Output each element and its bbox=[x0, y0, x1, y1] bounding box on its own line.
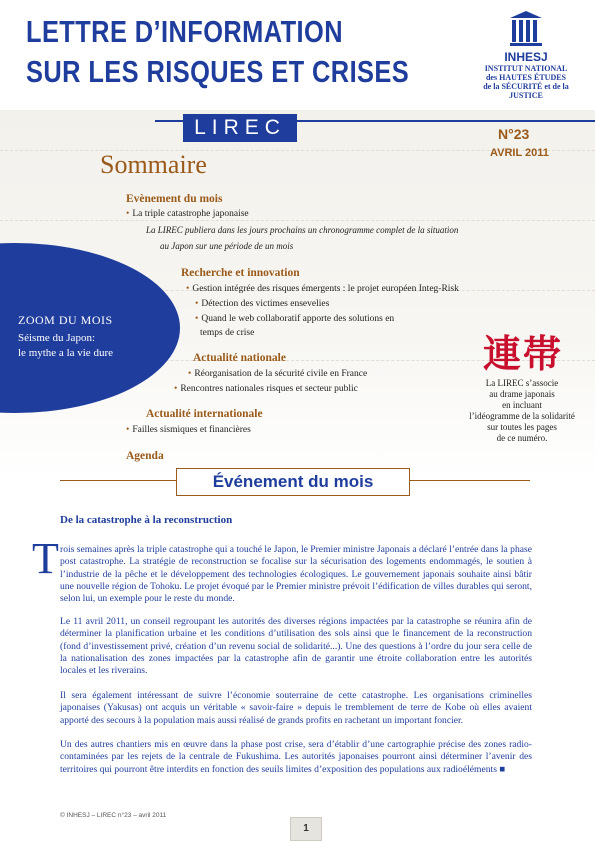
zoom-line-1: Séisme du Japon: bbox=[18, 332, 95, 344]
toc-item[interactable]: • Quand le web collaboratif apporte des solutions en bbox=[195, 314, 395, 324]
solidarity-kanji: 連帯 bbox=[483, 332, 564, 376]
zoom-line-2: le mythe a la vie dure bbox=[18, 347, 113, 359]
toc-item[interactable]: • Détection des victimes ensevelies bbox=[195, 299, 330, 309]
article-paragraph-1: rois semaines après la triple catastrophe qui a touché le Japon, le Premier ministre Japonais a déclaré l’entrée dans la phase post catastrophe. La stratégie de reconstruction se focalise sur la sécurisation des logements endommagés, le soutien à l’industrie de la pêche et le développement des technologies écologiques. Le gouvernement japonais souhaite ainsi bâtir une nouvelle région de Tohoku. Le projet évoqué par le Premier ministre prévoit l’édification de villes durables qui seront, selon lui, un exemple pour le reste du monde. bbox=[60, 544, 532, 605]
inhesj-logo bbox=[466, 10, 586, 100]
zoom-title: ZOOM DU MOIS bbox=[18, 313, 113, 327]
toc-item[interactable]: • Réorganisation de la sécurité civile en France bbox=[188, 369, 368, 379]
page-number: 1 bbox=[290, 817, 322, 841]
footer-copyright: © INHESJ – LIREC n°23 – avril 2011 bbox=[60, 812, 167, 819]
toc-item[interactable]: • Gestion intégrée des risques émergents : le projet européen Integ-Risk bbox=[186, 284, 459, 294]
toc-heading-evenement[interactable]: Evènement du mois bbox=[126, 193, 223, 205]
toc-note: La LIREC publiera dans les jours prochains un chronogramme complet de la situation bbox=[146, 225, 459, 235]
toc-heading-recherche[interactable]: Recherche et innovation bbox=[181, 267, 300, 279]
logo-line-1: INSTITUT NATIONAL bbox=[484, 64, 568, 73]
solidarity-note: La LIREC s’associe au drame japonais en incluant l’idéogramme de la solidarité sur toutes les pages de ce numéro. bbox=[469, 378, 575, 443]
article-paragraph-4: Un des autres chantiers mis en œuvre dans la phase post crise, sera d’établir d’une cartographie précise des zones radio-contaminées par les rejets de la centrale de Fukushima. Les autorités japonaises pourront ainsi déterminer l’avenir des territoires qui pourront être interdits en fonction des seuils limites d’exposition des populations aux radioéléments ■ bbox=[60, 739, 532, 775]
article-subtitle: De la catastrophe à la reconstruction bbox=[60, 514, 233, 526]
toc-heading-nationale[interactable]: Actualité nationale bbox=[193, 352, 286, 364]
pillars-icon bbox=[508, 10, 544, 48]
newsletter-title-line1: LETTRE D’INFORMATION bbox=[26, 14, 343, 49]
drop-cap: T bbox=[32, 534, 59, 583]
toc-heading-internationale[interactable]: Actualité internationale bbox=[146, 408, 263, 420]
logo-line-3: de la SÉCURITÉ et de la JUSTICE bbox=[483, 82, 569, 100]
toc-heading-agenda[interactable]: Agenda bbox=[126, 450, 164, 462]
logo-name: INHESJ bbox=[504, 50, 548, 64]
issue-number: N°23 bbox=[498, 126, 530, 142]
toc-note: au Japon sur une période de un mois bbox=[160, 241, 294, 251]
toc-item[interactable]: • Rencontres nationales risques et secteur public bbox=[174, 384, 358, 394]
sommaire-title: Sommaire bbox=[100, 150, 207, 179]
section-banner: Événement du mois bbox=[176, 468, 410, 496]
logo-line-2: des HAUTES ÉTUDES bbox=[485, 73, 567, 82]
newsletter-title-line2: SUR LES RISQUES ET CRISES bbox=[26, 54, 410, 89]
lirec-label: LIREC bbox=[183, 114, 297, 142]
issue-date: AVRIL 2011 bbox=[490, 147, 549, 159]
toc-item[interactable]: • La triple catastrophe japonaise bbox=[126, 209, 249, 219]
article-paragraph-2: Le 11 avril 2011, un conseil regroupant les autorités des diverses régions impactées par la catastrophe se réunira afin de déterminer la planification urbaine et les conditions d’utilisation des sols ainsi que le financement de la reconstruction (fond d’investissement privé, création d’un revenu social de solidarité...). Une des questions à l’ordre du jour sera celle de la nationalisation des zones impactées par la catastrophe afin de garantir une étroite collaboration entre les autorités locales et les riverains. bbox=[60, 616, 532, 677]
toc-item-continued: temps de crise bbox=[200, 328, 255, 338]
toc-item[interactable]: • Failles sismiques et financières bbox=[126, 425, 251, 435]
article-paragraph-3: Il sera également intéressant de suivre l’économie souterraine de cette catastrophe. Les organisations criminelles japonaises (Yakusas) ont acquis un véritable « savoir-faire » depuis le tremblement de terre de Kobe où elles avaient apporté des secours à la population mais aussi réalisé de grands profits en rachetant un important foncier. bbox=[60, 690, 532, 726]
